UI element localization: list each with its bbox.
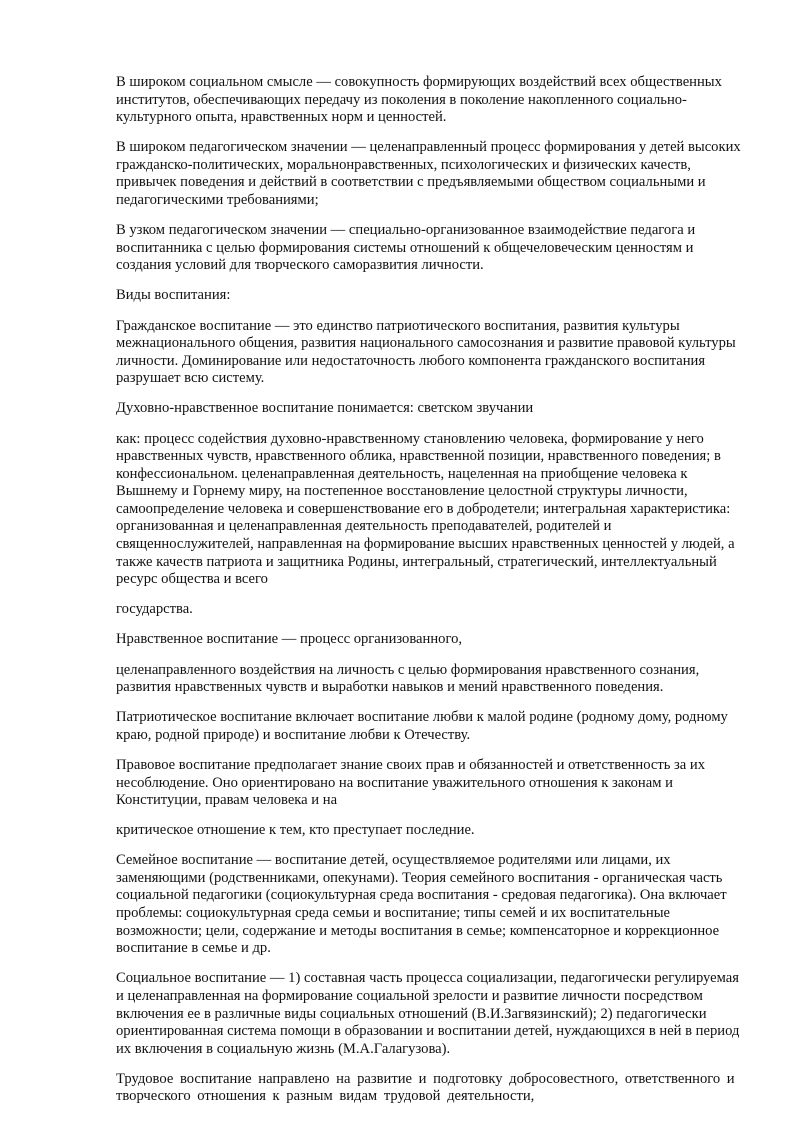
paragraph-moral-body: целенаправленного воздействия на личность с целью формирования нравственного сознания, развития нравственных чувств и выработки навыков и мений нравственного поведения.	[116, 661, 700, 696]
paragraph-spiritual-moral-body: как: процесс содействия духовно-нравственному становлению человека, формирование у него нравственных чувств, нравственного облика, нравственной позиции, нравственного поведения; в конфессиональном. целенаправленная деятельность, нацеленная на приобщение человека к Вышнему и Горнему миру, на постепенное восстановление целостной структуры личности, самоопределение человека и совершенствование его в добродетели; интегральная характеристика: организованная и целенаправленная деятельность преподавателей, родителей и священнослужителей, направленная на формирование высших нравственных ценностей у людей, а также качеств патриота и защитника Родины, интегральный, стратегический, интеллектуальный ресурс общества и всего	[116, 430, 735, 588]
paragraph-moral-intro: Нравственное воспитание — процесс организованного,	[116, 631, 463, 648]
paragraph-social-sense: В широком социальном смысле — совокупность формирующих воздействий всех общественных институтов, обеспечивающих передачу из поколения в поколение накопленного социально-культурного опыта, нравственных норм и ценностей.	[116, 74, 722, 126]
paragraph-legal-education: Правовое воспитание предполагает знание своих прав и обязанностей и ответственность за их несоблюдение. Оно ориентировано на воспитание уважительного отношения к законам и Конституции, правам человека и на	[116, 756, 706, 809]
paragraph-legal-critical: критическое отношение к тем, кто преступает последние.	[116, 822, 475, 839]
paragraph-narrow-pedagogical: В узком педагогическом значении — специально-организованное взаимодействие педагога и воспитанника с целью формирования системы отношений к общечеловеческим ценностям и создания условий для творческого саморазвития личности.	[116, 222, 696, 274]
paragraph-spiritual-moral-intro: Духовно-нравственное воспитание понимается: светском звучании	[116, 400, 534, 417]
paragraph-family-education: Семейное воспитание — воспитание детей, осуществляемое родителями или лицами, их заменяющими (родственниками, опекунами). Теория семейного воспитания - органическая часть социальной педагогики (социокультурная среда воспитания - средовая педагогика). Она включает проблемы: социокультурная среда семьи и воспитание; типы семей и их воспитательные возможности; цели, содержание и методы воспитания в семье; компенсаторное и коррекционное воспитание в семье и др.	[116, 852, 727, 957]
paragraph-patriotic-education: Патриотическое воспитание включает воспитание любви к малой родине (родному дому, родному краю, родной природе) и воспитание любви к Отечеству.	[116, 709, 728, 743]
paragraph-civic-education: Гражданское воспитание — это единство патриотического воспитания, развития культуры межнационального общения, развития национального самосознания и развитие правовой культуры личности. Доминирование или недостаточность любого компонента гражданского воспитания разрушает всю систему.	[116, 317, 736, 387]
paragraph-labor-education: Трудовое воспитание направлено на развитие и подготовку добросовестного, ответственного и творческого отношения к разным видам трудовой деятельности,	[116, 1070, 735, 1105]
paragraph-broad-pedagogical: В широком педагогическом значении — целенаправленный процесс формирования у детей высоких гражданско-политических, моральнонравственных, психологических и физических качеств, привычек поведения и действий в соответствии с предъявляемыми обществом социальными и педагогическими требованиями;	[116, 139, 741, 209]
paragraph-state: государства.	[116, 601, 193, 618]
paragraph-types-heading: Виды воспитания:	[116, 287, 231, 304]
paragraph-social-education: Социальное воспитание — 1) составная часть процесса социализации, педагогически регулируемая и целенаправленная на формирование социальной зрелости и развитие личности посредством включения ее в различные виды социальных отношений (В.И.Загвязинский); 2) педагогически ориентированная система помощи в образовании и воспитании детей, нуждающихся в ней в период их включения в социальную жизнь (М.А.Галагузова).	[116, 970, 740, 1057]
document-page	[116, 74, 746, 1119]
